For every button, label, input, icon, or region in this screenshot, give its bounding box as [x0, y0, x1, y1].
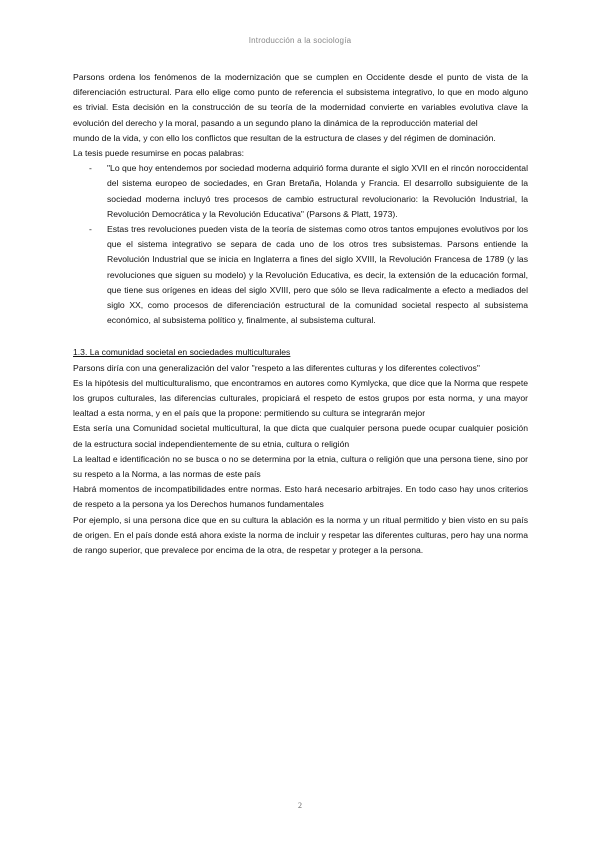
paragraph: mundo de la vida, y con ello los conflictos que resultan de la estructura de clases y del régimen de dominación.	[73, 132, 496, 143]
bullet-marker: -	[89, 163, 92, 174]
document-body	[73, 70, 528, 558]
paragraph: Parsons diría con una generalización del valor "respeto a las diferentes culturas y los diferentes colectivos"	[73, 362, 480, 373]
bullet-item	[73, 222, 528, 328]
bullet-list	[73, 161, 528, 328]
bullet-marker: -	[89, 224, 92, 235]
bullet-item	[73, 161, 528, 222]
page-header: Introducción a la sociología	[248, 36, 352, 45]
paragraph: La tesis puede resumirse en pocas palabras:	[73, 148, 245, 159]
paragraph: Habrá momentos de incompatibilidades entre normas. Esto hará necesario arbitrajes. En todo caso hay unos criterios de respeto a la persona ya los Derechos humanos fundamentales	[73, 484, 528, 510]
paragraph: Por ejemplo, si una persona dice que en su cultura la ablación es la norma y un ritual permitido y bien visto en su país de origen. En el país donde está ahora existe la norma de incluir y respetar las diferentes culturas, pero hay una norma de rango superior, que prevalece por encima de la otra, de respetar y proteger a la persona.	[73, 514, 528, 556]
paragraph: Parsons ordena los fenómenos de la modernización que se cumplen en Occidente desde el punto de vista de la diferenciación estructural. Para ello elige como punto de referencia el subsistema integrativo, lo que en modo alguno es trivial. Esta decisión en la construcción de su teoría de la modernidad convierte en variables evolutiva clave la evolución del derecho y la moral, pasando a un segundo plano la dinámica de la reproducción material del	[73, 72, 528, 128]
paragraph: Es la hipótesis del multiculturalismo, que encontramos en autores como Kymlycka, que dice que la Norma que respete los grupos culturales, las diferencias culturales, propiciará el respeto de estos grupos por esta norma, y una mayor lealtad a esta norma, y en el país que la propone: permitiendo su cultura se integrarán mejor	[73, 377, 528, 419]
bullet-text: "Lo que hoy entendemos por sociedad moderna adquirió forma durante el siglo XVII en el rincón noroccidental del sistema europeo de sociedades, en Gran Bretaña, Holanda y Francia. El desarrollo subsiguiente de la sociedad moderna incluyó tres procesos de cambio estructural revolucionario: la Revolución Industrial, la Revolución Democrática y la Revolución Educativa" (Parsons & Platt, 1973).	[107, 163, 528, 219]
bullet-text: Estas tres revoluciones pueden vista de la teoría de sistemas como otros tantos empujones evolutivos por los que el sistema integrativo se separa de cada uno de los otros tres subsistemas. Parsons entiende la Revolución Industrial que se inicia en Inglaterra a fines del siglo XVIII, la Revolución Francesa de 1789 (y las revoluciones que siguen su modelo) y la Revolución Educativa, es decir, la extensión de la educación formal, que tiene sus orígenes en ideas del siglo XVIII, pero que sólo se lleva radicalmente a efecto a mediados del siglo XX, como procesos de diferenciación estructural de la comunidad societal respecto al subsistema económico, al subsistema político y, finalmente, al subsistema cultural.	[107, 224, 528, 326]
section-heading: 1.3. La comunidad societal en sociedades multiculturales	[73, 347, 291, 358]
page-number: 2	[298, 801, 302, 810]
paragraph: Esta sería una Comunidad societal multicultural, la que dicta que cualquier persona puede ocupar cualquier posición de la estructura social independientemente de su etnia, cultura o religión	[73, 423, 528, 449]
paragraph: La lealtad e identificación no se busca o no se determina por la etnia, cultura o religión que una persona tiene, sino por su respeto a la Norma, a las normas de este país	[73, 453, 528, 480]
